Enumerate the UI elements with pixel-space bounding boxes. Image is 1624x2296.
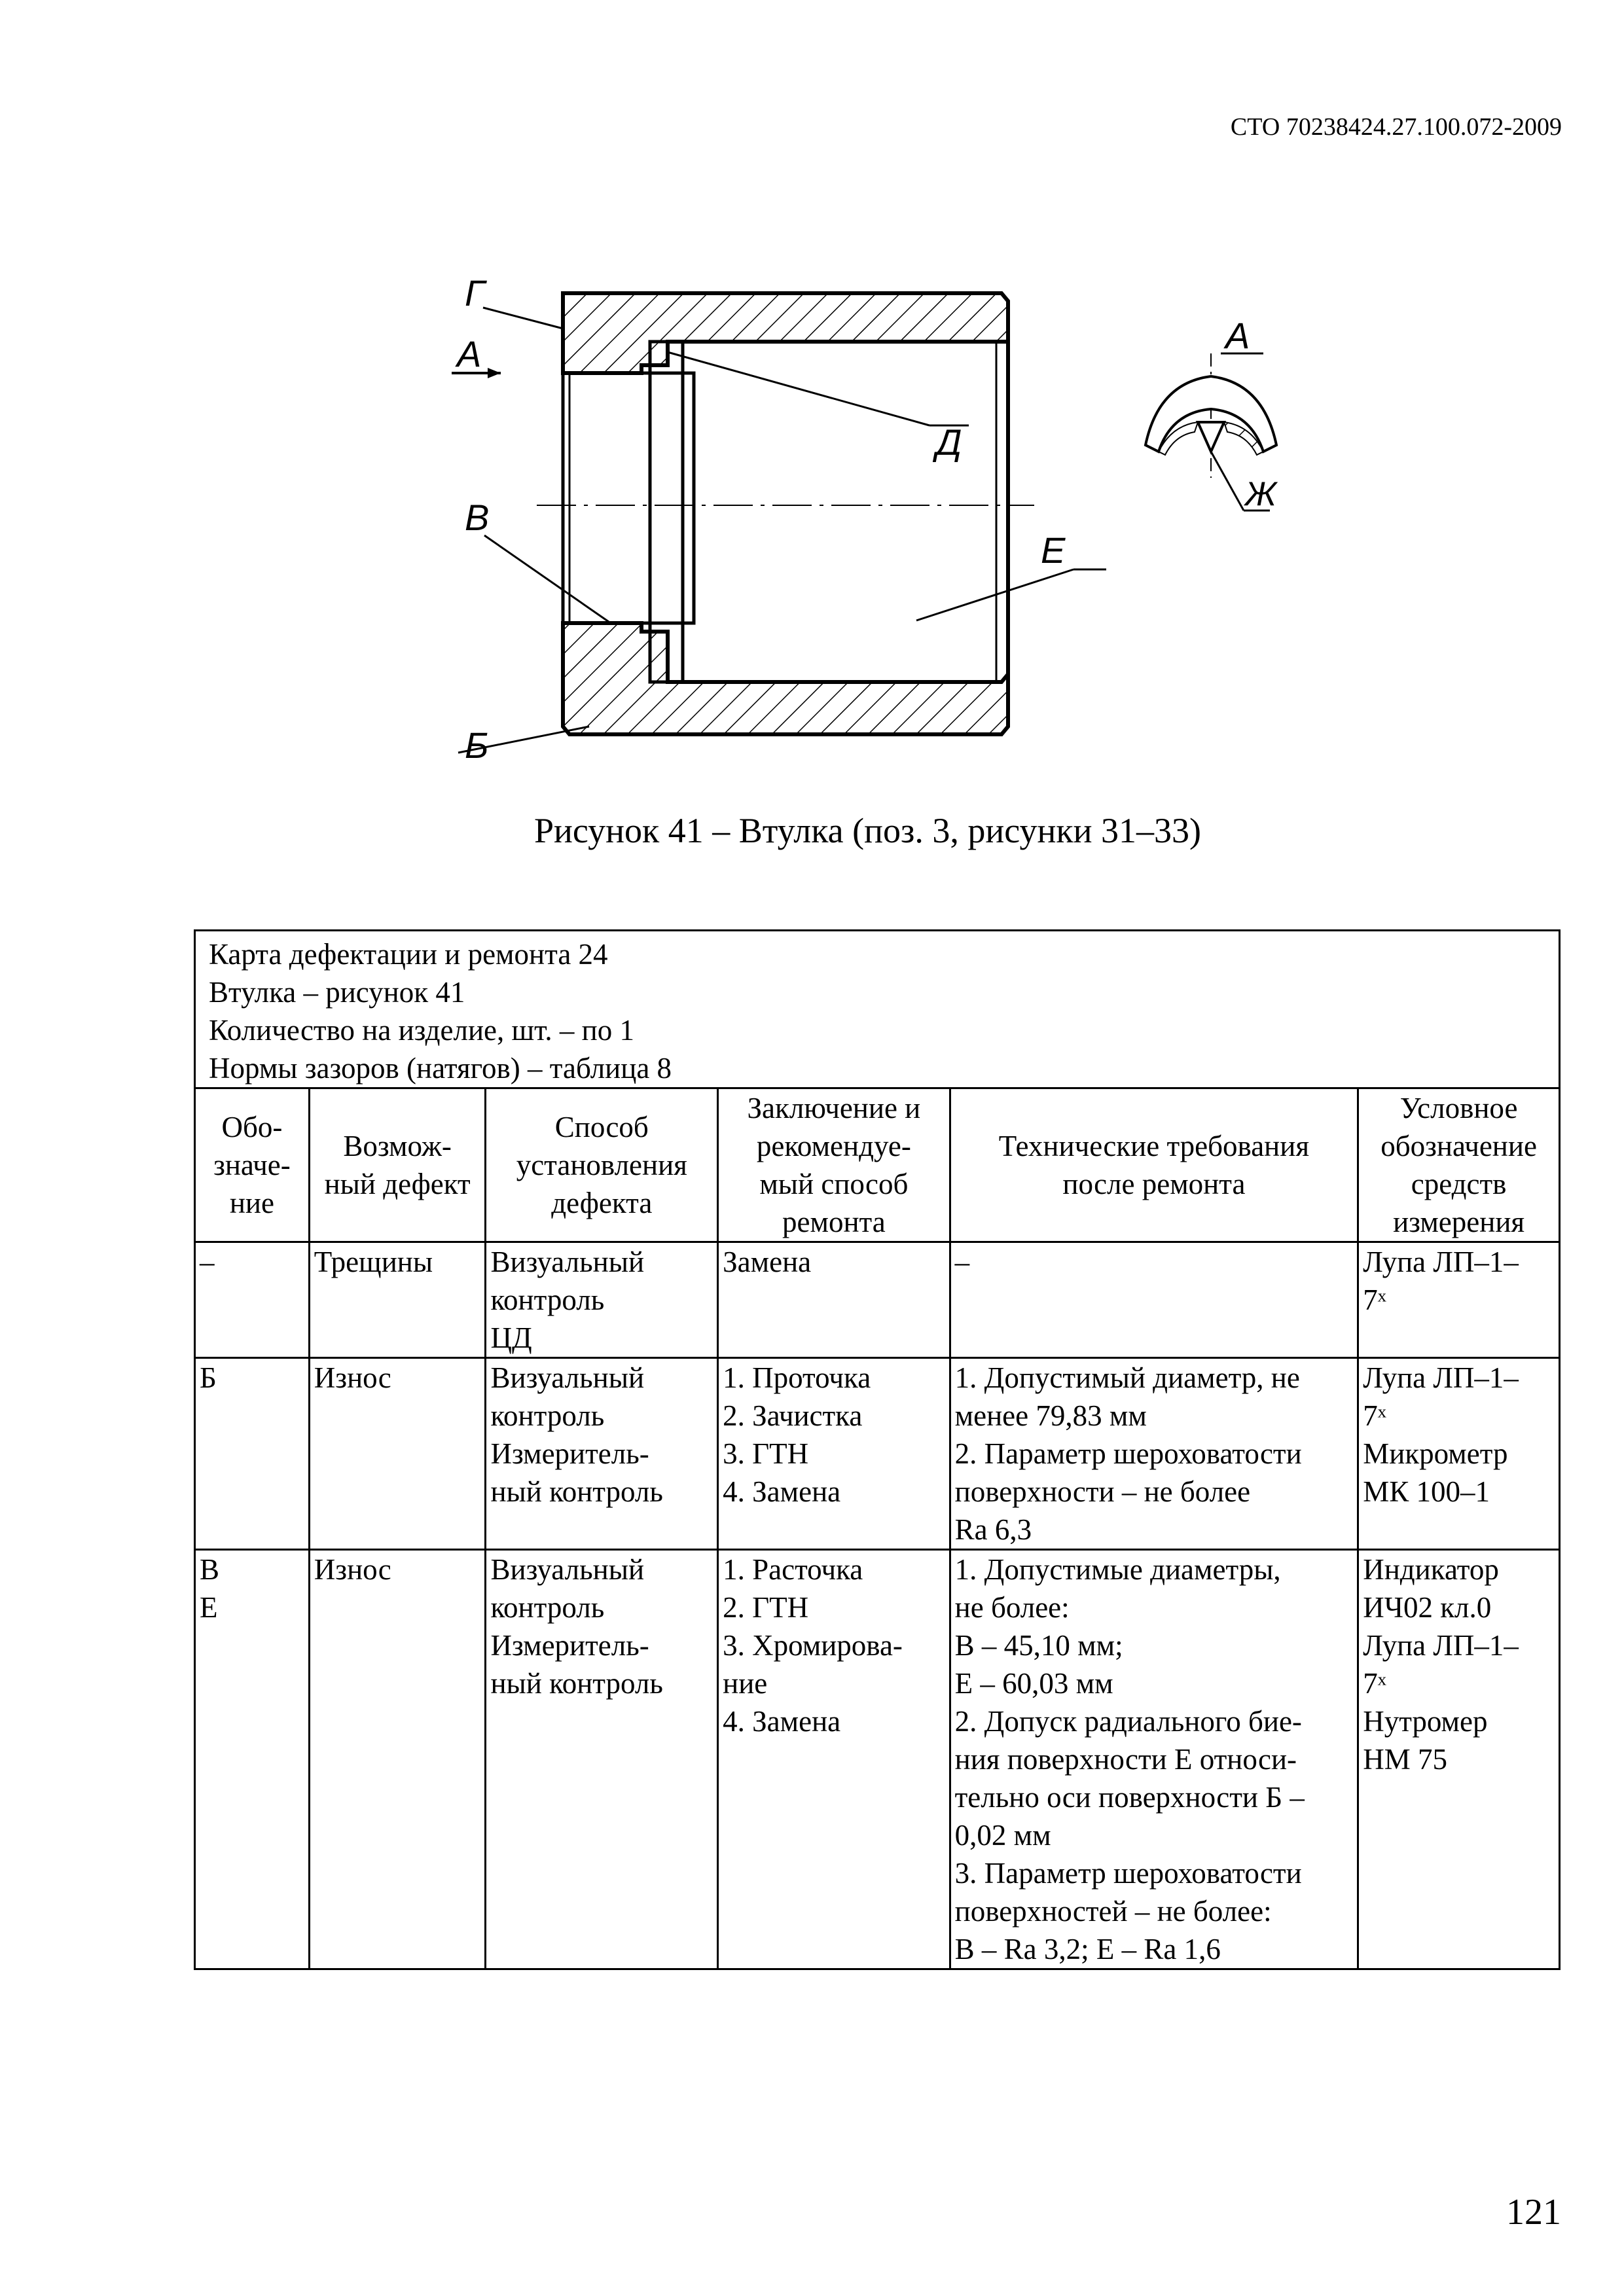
card-title: Карта дефектации и ремонта 24 bbox=[209, 938, 608, 971]
page-number: 121 bbox=[1506, 2192, 1561, 2233]
row2-defect: Износ bbox=[309, 1358, 486, 1550]
header-method: Способ установления дефекта bbox=[486, 1088, 718, 1242]
row1-repair: Замена bbox=[718, 1242, 950, 1358]
bushing-drawing bbox=[419, 268, 1309, 779]
header-row bbox=[195, 1088, 1560, 1242]
table-row bbox=[195, 1358, 1560, 1550]
header-repair: Заключение и рекомендуе- мый способ ремонта bbox=[718, 1088, 950, 1242]
top-wall-section bbox=[563, 293, 1008, 373]
row3-repair: 1. Расточка 2. ГТН 3. Хромирова- ние 4. Замена bbox=[718, 1550, 950, 1969]
header-requirements: Технические требования после ремонта bbox=[950, 1088, 1358, 1242]
label-g: Г bbox=[465, 272, 485, 314]
card-info bbox=[195, 931, 1560, 1088]
header-designation: Обо- значе- ние bbox=[195, 1088, 310, 1242]
card-quantity: Количество на изделие, шт. – по 1 bbox=[209, 1014, 635, 1047]
row2-repair: 1. Проточка 2. Зачистка 3. ГТН 4. Замена bbox=[718, 1358, 950, 1550]
card-norms: Нормы зазоров (натягов) – таблица 8 bbox=[209, 1052, 672, 1085]
row3-requirements: 1. Допустимые диаметры, не более: В – 45,10 мм; Е – 60,03 мм 2. Допуск радиального бие- ния поверхности Е относи- тельно оси поверхности Б – 0,02 мм 3. Параметр шероховатости поверхностей – не более: В – Ra 3,2; Е – Ra 1,6 bbox=[950, 1550, 1358, 1969]
bottom-wall-section bbox=[563, 623, 1008, 734]
row1-instruments: Лупа ЛП–1– 7ˣ bbox=[1358, 1242, 1560, 1358]
card-part: Втулка – рисунок 41 bbox=[209, 976, 465, 1009]
table-row bbox=[195, 1242, 1560, 1358]
label-d: Д bbox=[936, 422, 962, 463]
row3-designation: В Е bbox=[195, 1550, 310, 1969]
row1-requirements: – bbox=[950, 1242, 1358, 1358]
document-code: СТО 70238424.27.100.072-2009 bbox=[1230, 113, 1562, 141]
label-e: Е bbox=[1041, 529, 1066, 571]
header-defect: Возмож- ный дефект bbox=[309, 1088, 486, 1242]
row3-defect: Износ bbox=[309, 1550, 486, 1969]
label-a-arrow: А bbox=[457, 333, 482, 374]
defect-repair-card-table bbox=[194, 929, 1561, 1970]
header-instruments: Условное обозначение средств измерения bbox=[1358, 1088, 1560, 1242]
label-b: Б bbox=[465, 725, 489, 766]
row3-instruments: Индикатор ИЧ02 кл.0 Лупа ЛП–1– 7ˣ Нутромер НМ 75 bbox=[1358, 1550, 1560, 1969]
row2-requirements: 1. Допустимый диаметр, не менее 79,83 мм 2. Параметр шероховатости поверхности – не более Ra 6,3 bbox=[950, 1358, 1358, 1550]
label-a-view: А bbox=[1225, 315, 1250, 356]
row2-instruments: Лупа ЛП–1– 7ˣ Микрометр МК 100–1 bbox=[1358, 1358, 1560, 1550]
row2-designation: Б bbox=[195, 1358, 310, 1550]
row1-defect: Трещины bbox=[309, 1242, 486, 1358]
table-row bbox=[195, 1550, 1560, 1969]
label-zh: Ж bbox=[1245, 475, 1276, 513]
row1-method: Визуальный контроль ЦД bbox=[486, 1242, 718, 1358]
figure-caption: Рисунок 41 – Втулка (поз. 3, рисунки 31–33) bbox=[533, 811, 1202, 850]
row1-designation: – bbox=[195, 1242, 310, 1358]
label-v: В bbox=[465, 497, 490, 538]
row2-method: Визуальный контроль Измеритель- ный контроль bbox=[486, 1358, 718, 1550]
row3-method: Визуальный контроль Измеритель- ный контроль bbox=[486, 1550, 718, 1969]
